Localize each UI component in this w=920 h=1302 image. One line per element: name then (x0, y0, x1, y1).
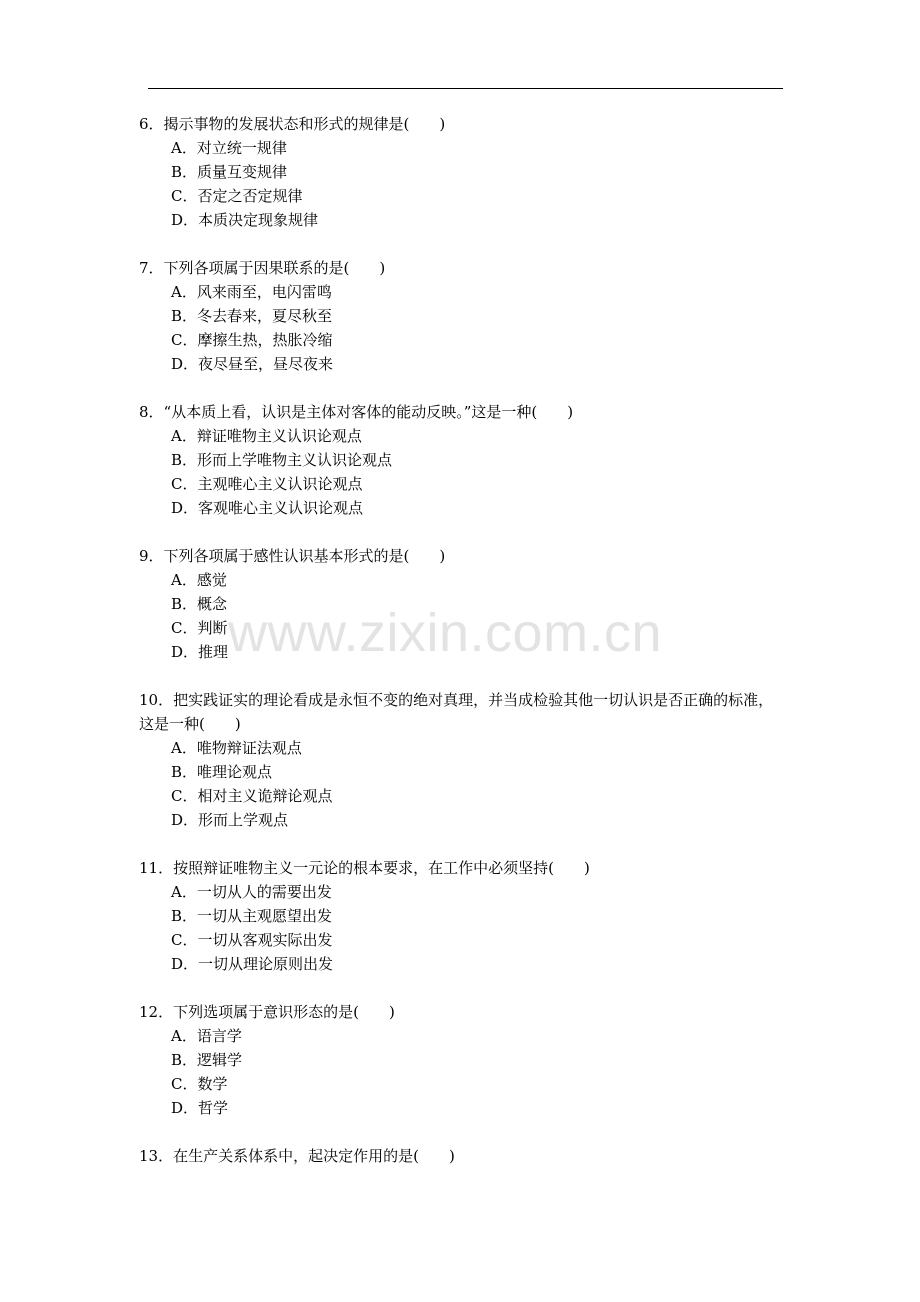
option-c: C．一切从客观实际出发 (171, 931, 333, 949)
option-b: B．一切从主观愿望出发 (171, 907, 333, 925)
option-c: C．摩擦生热，热胀冷缩 (171, 331, 333, 349)
question-stem: 6．揭示事物的发展状态和形式的规律是( ) (139, 115, 446, 133)
option-list (139, 280, 779, 376)
option-a: A．一切从人的需要出发 (171, 883, 332, 901)
question-stem: 13．在生产关系体系中，起决定作用的是( ) (139, 1147, 455, 1165)
option-list (139, 736, 779, 832)
option-list (139, 880, 779, 976)
option-d: D．形而上学观点 (171, 811, 289, 829)
question-6 (139, 112, 779, 232)
option-a: A．对立统一规律 (171, 139, 287, 157)
question-11 (139, 856, 779, 976)
option-b: B．概念 (171, 595, 228, 613)
option-a: A．语言学 (171, 1027, 242, 1045)
option-b: B．逻辑学 (171, 1051, 243, 1069)
question-13 (139, 1144, 779, 1168)
question-list (139, 112, 779, 1192)
question-8 (139, 400, 779, 520)
option-c: C．否定之否定规律 (171, 187, 303, 205)
question-stem: 7．下列各项属于因果联系的是( ) (139, 259, 386, 277)
question-stem: 12．下列选项属于意识形态的是( ) (139, 1003, 395, 1021)
option-d: D．一切从理论原则出发 (171, 955, 334, 973)
option-c: C．判断 (171, 619, 228, 637)
question-stem: 8．“从本质上看，认识是主体对客体的能动反映。”这是一种( ) (139, 403, 574, 421)
option-a: A．唯物辩证法观点 (171, 739, 302, 757)
option-b: B．质量互变规律 (171, 163, 288, 181)
question-7 (139, 256, 779, 376)
option-list (139, 1024, 779, 1120)
option-a: A．辩证唯物主义认识论观点 (171, 427, 362, 445)
option-d: D．本质决定现象规律 (171, 211, 319, 229)
option-list (139, 136, 779, 232)
question-9 (139, 544, 779, 664)
option-d: D．夜尽昼至，昼尽夜来 (171, 355, 334, 373)
header-rule (148, 88, 783, 89)
option-c: C．相对主义诡辩论观点 (171, 787, 333, 805)
option-list (139, 568, 779, 664)
option-b: B．形而上学唯物主义认识论观点 (171, 451, 393, 469)
question-stem: 10．把实践证实的理论看成是永恒不变的绝对真理，并当成检验其他一切认识是否正确的标准，这是一种( ) (139, 691, 774, 733)
option-list (139, 424, 779, 520)
option-d: D．客观唯心主义认识论观点 (171, 499, 364, 517)
option-a: A．风来雨至，电闪雷鸣 (171, 283, 332, 301)
option-b: B．冬去春来，夏尽秋至 (171, 307, 333, 325)
watermark: www.zixin.com.cn (228, 603, 663, 663)
option-d: D．哲学 (171, 1099, 229, 1117)
option-d: D．推理 (171, 643, 229, 661)
question-12 (139, 1000, 779, 1120)
option-b: B．唯理论观点 (171, 763, 273, 781)
option-c: C．数学 (171, 1075, 228, 1093)
question-stem: 11．按照辩证唯物主义一元论的根本要求，在工作中必须坚持( ) (139, 859, 590, 877)
question-stem: 9．下列各项属于感性认识基本形式的是( ) (139, 547, 446, 565)
question-10 (139, 688, 779, 832)
option-c: C．主观唯心主义认识论观点 (171, 475, 363, 493)
option-a: A．感觉 (171, 571, 227, 589)
